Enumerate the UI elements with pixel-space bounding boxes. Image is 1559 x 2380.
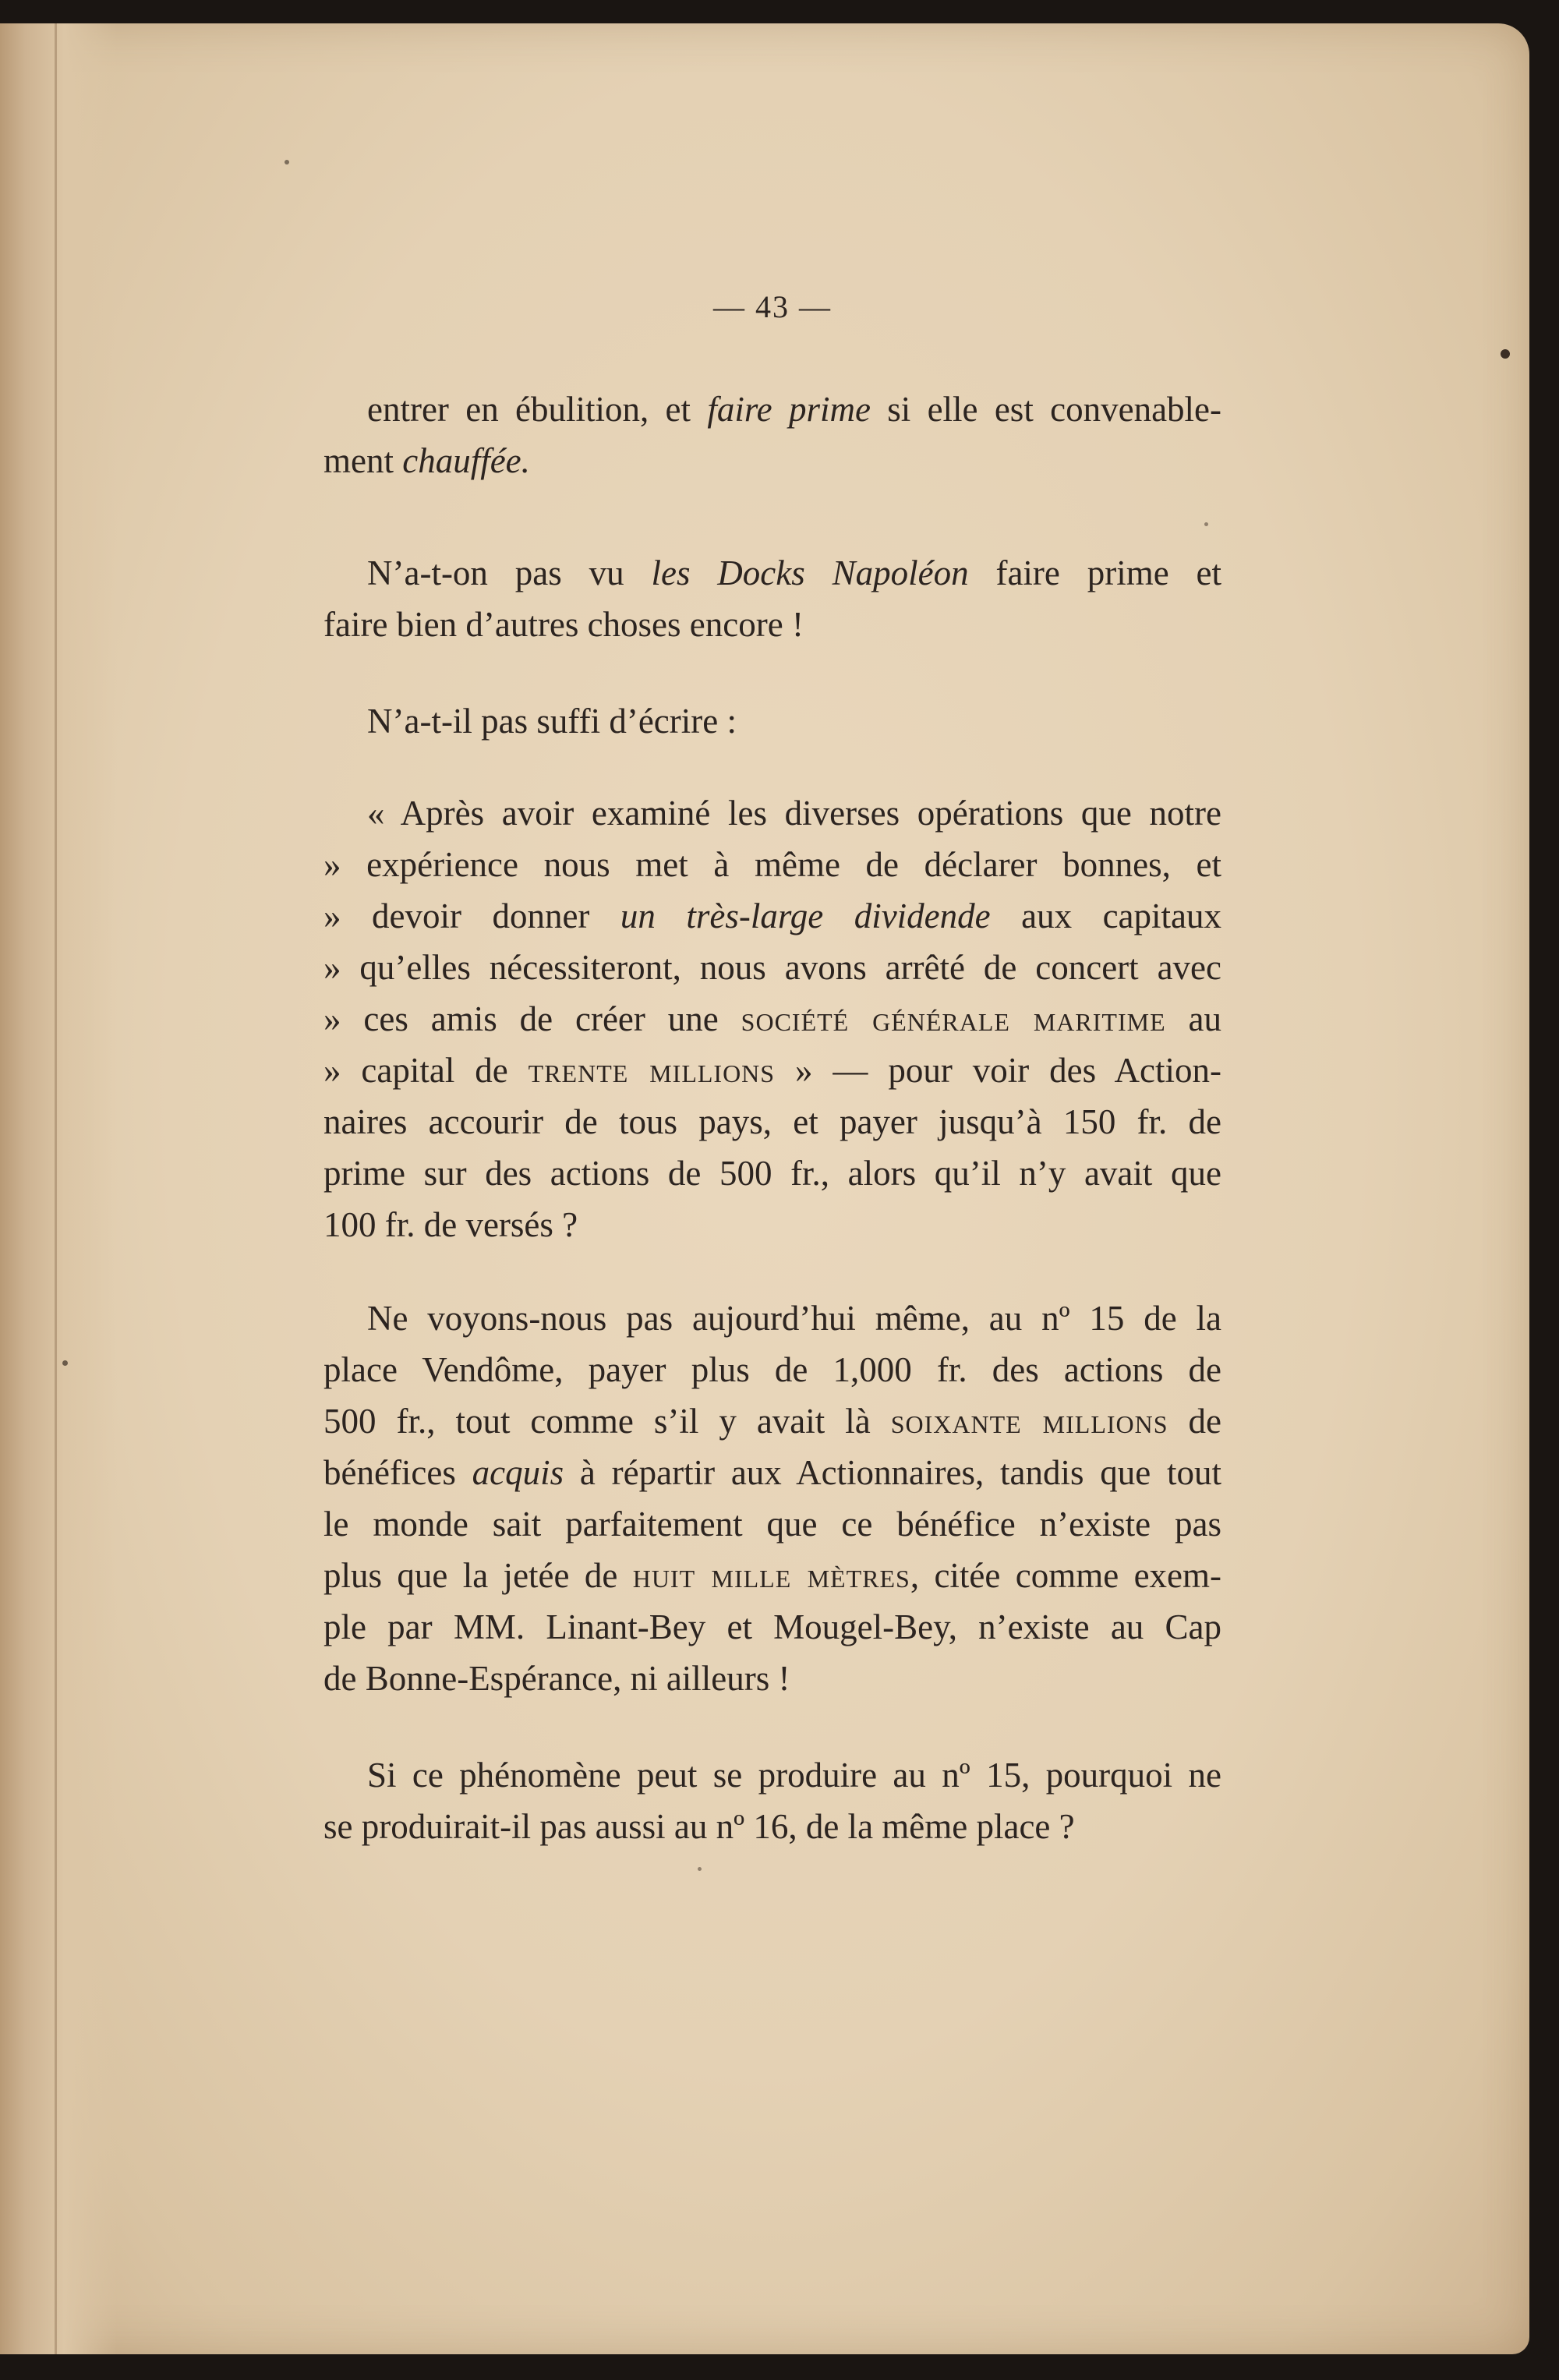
page-number: — 43 — bbox=[713, 289, 832, 324]
paragraph bbox=[323, 1749, 1221, 1852]
text-line: N’a-t-il pas suffi d’écrire : bbox=[367, 702, 737, 741]
italic-run: les Docks Napoléon bbox=[651, 553, 969, 592]
paragraph bbox=[323, 1293, 1221, 1704]
ink-speck bbox=[1204, 522, 1208, 526]
ink-speck bbox=[62, 1360, 68, 1366]
text-line: ment chauffée. bbox=[323, 441, 530, 480]
text-line: » ces amis de créer une société générale maritime au bbox=[323, 999, 1221, 1038]
italic-run: un très-large dividende bbox=[620, 896, 991, 935]
text-line: 100 fr. de versés ? bbox=[323, 1205, 578, 1244]
text-line: de Bonne-Espérance, ni ailleurs ! bbox=[323, 1659, 790, 1698]
paper-sheet bbox=[0, 23, 1529, 2354]
text-line: place Vendôme, payer plus de 1,000 fr. des actions de bbox=[323, 1350, 1221, 1389]
ink-speck bbox=[285, 160, 289, 164]
binding-fold-line bbox=[55, 23, 57, 2354]
italic-run: chauffée. bbox=[402, 441, 530, 480]
small-caps-run: trente millions bbox=[528, 1051, 776, 1090]
quoted-paragraph bbox=[323, 787, 1221, 1250]
binding-gutter bbox=[0, 23, 117, 2354]
text-line: N’a-t-on pas vu les Docks Napoléon faire prime et bbox=[367, 553, 1222, 592]
text-line: 500 fr., tout comme s’il y avait là soixante millions de bbox=[323, 1402, 1221, 1441]
small-caps-run: huit mille mètres bbox=[632, 1556, 910, 1595]
text-line: « Après avoir examiné les diverses opérations que notre bbox=[367, 794, 1221, 833]
text-line: faire bien d’autres choses encore ! bbox=[323, 605, 804, 644]
text-line: » expérience nous met à même de déclarer bonnes, et bbox=[323, 845, 1221, 884]
text-line: Si ce phénomène peut se produire au nº 15, pourquoi ne bbox=[367, 1756, 1221, 1795]
small-caps-run: société générale maritime bbox=[741, 999, 1166, 1038]
ink-speck bbox=[698, 1867, 702, 1871]
text-line: le monde sait parfaitement que ce bénéfice n’existe pas bbox=[323, 1505, 1221, 1544]
paragraph bbox=[323, 695, 1221, 747]
text-line: entrer en ébulition, et faire prime si elle est convenable- bbox=[367, 390, 1222, 429]
text-line: » capital de trente millions » — pour voir des Action- bbox=[323, 1051, 1222, 1090]
text-line: se produirait-il pas aussi au nº 16, de la même place ? bbox=[323, 1807, 1075, 1846]
text-line: bénéfices acquis à répartir aux Actionnaires, tandis que tout bbox=[323, 1453, 1221, 1492]
small-caps-run: soixante millions bbox=[890, 1402, 1168, 1441]
paragraph bbox=[323, 384, 1221, 486]
paragraph bbox=[323, 547, 1221, 650]
text-line: » devoir donner un très-large dividende aux capitaux bbox=[323, 896, 1222, 935]
text-line: Ne voyons-nous pas aujourd’hui même, au nº 15 de la bbox=[367, 1299, 1221, 1338]
text-line: naires accourir de tous pays, et payer jusqu’à 150 fr. de bbox=[323, 1102, 1221, 1141]
text-line: » qu’elles nécessiteront, nous avons arrêté de concert avec bbox=[323, 948, 1221, 987]
text-line: ple par MM. Linant-Bey et Mougel-Bey, n’existe au Cap bbox=[323, 1607, 1221, 1646]
text-line: prime sur des actions de 500 fr., alors qu’il n’y avait que bbox=[323, 1154, 1221, 1193]
ink-speck bbox=[1501, 349, 1510, 359]
text-line: plus que la jetée de huit mille mètres, citée comme exem- bbox=[323, 1556, 1222, 1595]
italic-run: acquis bbox=[472, 1453, 564, 1492]
italic-run: faire prime bbox=[707, 390, 871, 429]
